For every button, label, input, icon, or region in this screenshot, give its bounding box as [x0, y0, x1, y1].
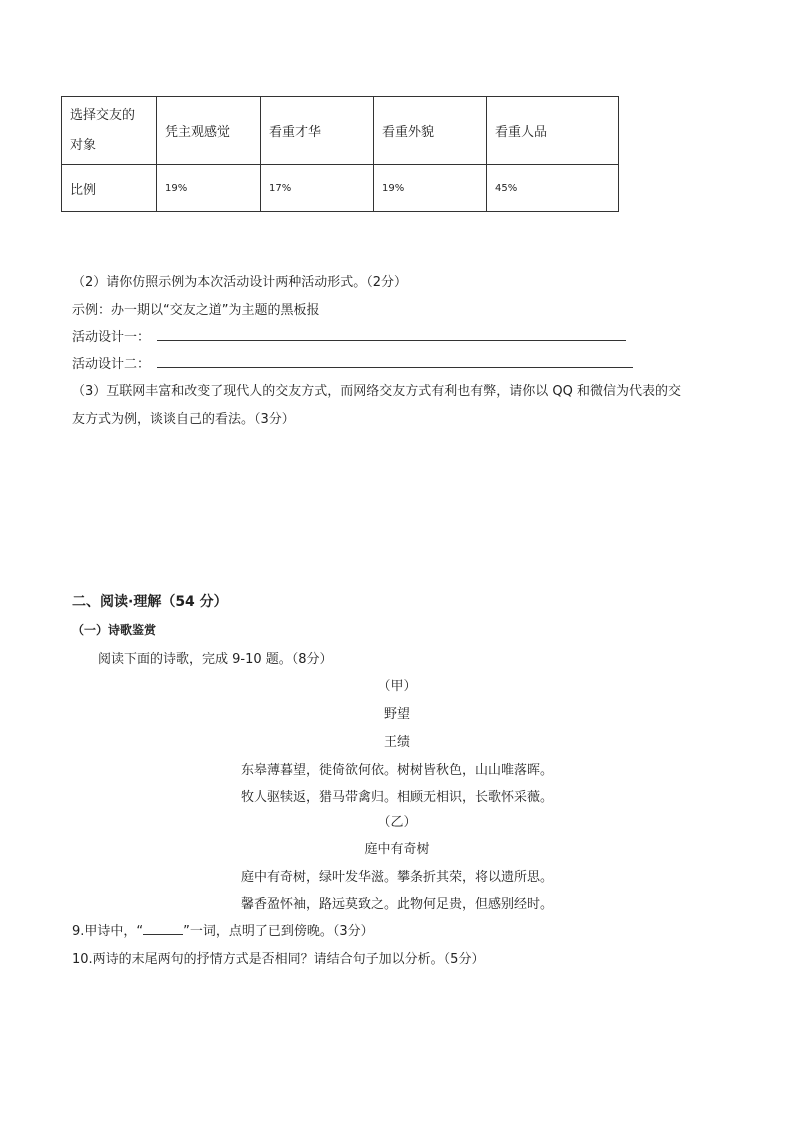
design-2-answer-line[interactable] [157, 367, 633, 368]
table-cell: 45% [487, 165, 619, 212]
header-line-2: 对象 [70, 137, 97, 153]
poem-1-author: 王绩 [383, 735, 410, 750]
header-line-1: 选择交友的 [70, 107, 136, 123]
table-header-cell: 凭主观感觉 [157, 97, 261, 165]
subsection-title: （一）诗歌鉴赏 [72, 623, 157, 637]
reading-intro: 阅读下面的诗歌，完成 9-10 题。（8分） [98, 652, 333, 667]
example-text: 示例：办一期以“交友之道”为主题的黑板报 [72, 303, 320, 318]
poem-1-title: 野望 [383, 707, 410, 722]
table-cell: 19% [157, 165, 261, 212]
question-9 [72, 920, 374, 939]
question-9-suffix: ”一词，点明了已到傍晚。（3分） [183, 924, 374, 939]
question-9-blank[interactable] [143, 923, 183, 935]
table-cell: 17% [261, 165, 374, 212]
table-header-row [62, 97, 619, 165]
table-header-cell: 看重才华 [261, 97, 374, 165]
poem-1-label: （甲） [377, 679, 417, 694]
table-cell: 比例 [62, 165, 157, 212]
design-2-label: 活动设计二： [72, 357, 151, 372]
poem-1-line-2: 牧人驱犊返，猎马带禽归。相顾无相识，长歌怀采薇。 [240, 790, 553, 805]
table-cell: 19% [374, 165, 487, 212]
table-header-cell: 看重人品 [487, 97, 619, 165]
section-title: 二、阅读·理解（54 分） [72, 594, 228, 610]
question-3-line-1: （3）互联网丰富和改变了现代人的交友方式，而网络交友方式有利也有弊，请你以 QQ 和微信为代表的交 [72, 384, 682, 399]
design-1-label: 活动设计一： [72, 330, 151, 345]
design-1-answer-line[interactable] [157, 340, 626, 341]
poem-2-label: （乙） [377, 815, 417, 830]
poem-2-title: 庭中有奇树 [364, 842, 430, 857]
question-9-prefix: 9.甲诗中，“ [72, 924, 144, 939]
poem-1-line-1: 东皋薄暮望，徙倚欲何依。树树皆秋色，山山唯落晖。 [240, 763, 553, 778]
poem-2-line-1: 庭中有奇树，绿叶发华滋。攀条折其荣，将以遗所思。 [240, 870, 553, 885]
survey-table [61, 96, 619, 212]
question-10: 10.两诗的末尾两句的抒情方式是否相同？请结合句子加以分析。（5分） [72, 952, 485, 967]
question-3-line-2: 友方式为例，谈谈自己的看法。（3分） [72, 412, 295, 427]
question-2: （2）请你仿照示例为本次活动设计两种活动形式。（2分） [72, 275, 408, 290]
poem-2-line-2: 馨香盈怀袖，路远莫致之。此物何足贵，但感别经时。 [240, 897, 553, 912]
table-header-cell [62, 97, 157, 165]
table-row [62, 165, 619, 212]
table-header-cell: 看重外貌 [374, 97, 487, 165]
